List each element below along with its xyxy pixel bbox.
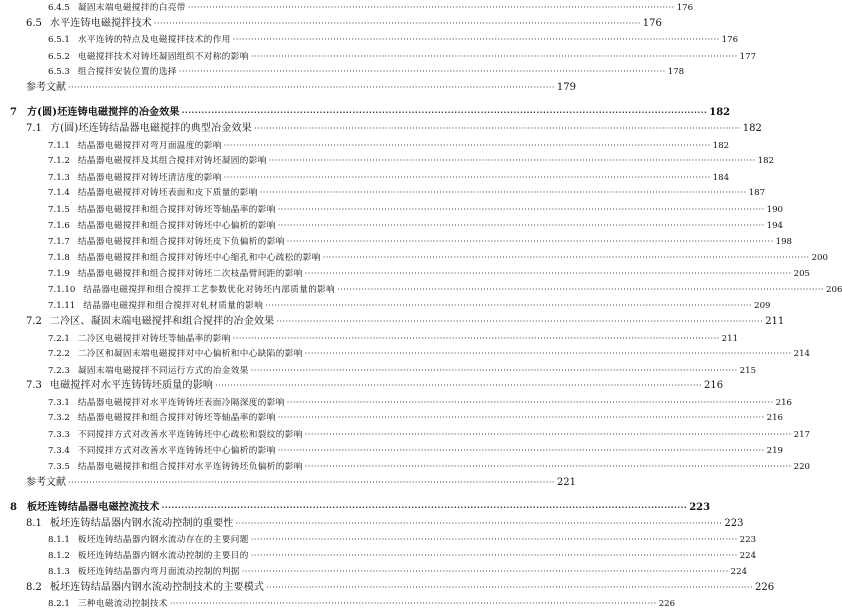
- dot-leader: ································································································································································: [241, 567, 729, 576]
- toc-entry-page-number: 184: [712, 173, 730, 183]
- toc-entry-number: 7.1.11: [48, 301, 76, 311]
- dot-leader: ································································································································································: [268, 156, 756, 165]
- toc-entry-number: 6.5.3: [48, 67, 70, 77]
- toc-entry-number: 8.2: [26, 582, 42, 593]
- toc-entry[interactable]: [0, 219, 784, 233]
- toc-entry-title: 板坯连铸结晶器内钢水流动控制技术的主要模式: [49, 582, 265, 593]
- toc-entry-title: 板坯连铸结晶器内钢水流动控制的重要性: [49, 518, 234, 529]
- dot-leader: ································································································································································: [232, 35, 720, 44]
- toc-entry-number: 7.1.4: [48, 188, 70, 198]
- dot-leader: ································································································································································: [232, 334, 720, 343]
- toc-entry-number: 7.1.7: [48, 237, 70, 247]
- toc-entry-page-number: 224: [730, 567, 748, 577]
- toc-entry[interactable]: [0, 267, 811, 281]
- toc-entry[interactable]: [0, 428, 811, 442]
- toc-entry[interactable]: [0, 315, 785, 328]
- toc-entry[interactable]: [0, 17, 662, 30]
- toc-entry[interactable]: [0, 565, 748, 579]
- toc-entry[interactable]: [0, 65, 685, 79]
- toc-entry-page-number: 223: [724, 518, 744, 529]
- toc-entry[interactable]: [0, 299, 771, 313]
- dot-leader: ································································································································································: [277, 205, 765, 214]
- toc-entry-title: 板坯连铸结晶器电磁控流技术: [26, 502, 160, 513]
- toc-entry-page-number: 223: [739, 535, 757, 545]
- toc-entry[interactable]: [0, 122, 762, 135]
- toc-entry-title: 方(圆)坯连铸电磁搅拌的冶金效果: [26, 107, 180, 118]
- toc-entry[interactable]: [0, 81, 576, 94]
- dot-leader: ································································································································································: [169, 599, 657, 608]
- toc-entry-page-number: 226: [754, 582, 775, 593]
- toc-entry-page-number: 217: [793, 430, 811, 440]
- toc-entry-page-number: 216: [766, 413, 784, 423]
- toc-entry-title: 凝固末端电磁搅拌的白亮带: [77, 3, 186, 13]
- toc-entry-page-number: 211: [721, 334, 739, 344]
- toc-entry[interactable]: [0, 444, 784, 458]
- toc-entry[interactable]: [0, 283, 842, 297]
- toc-entry-title: 结晶器电磁搅拌和组合搅拌对铸坯等轴晶率的影响: [77, 205, 276, 215]
- dot-leader: ································································································································································: [235, 519, 723, 528]
- toc-entry[interactable]: [0, 597, 676, 611]
- toc-entry-number: 6.5.1: [48, 35, 70, 45]
- toc-entry-number: 8.2.1: [48, 599, 70, 609]
- toc-entry-page-number: 182: [712, 141, 730, 151]
- toc-entry[interactable]: [0, 251, 828, 265]
- toc-entry-title: 板坯连铸结晶器内钢水流动控制的主要目的: [77, 551, 249, 561]
- toc-entry-title: 结晶器电磁搅拌和组合搅拌对轧材质量的影响: [83, 301, 264, 311]
- toc-entry-title: 结晶器电磁搅拌及其组合搅拌对铸坯凝固的影响: [77, 156, 267, 166]
- toc-entry-page-number: 182: [742, 123, 762, 134]
- toc-entry-title: 结晶器电磁搅拌和组合搅拌对铸坯二次枝晶臂间距的影响: [77, 269, 303, 279]
- toc-entry-title: 电磁搅拌技术对铸坯凝固组织不对称的影响: [77, 52, 249, 62]
- dot-leader: ································································································································································: [68, 83, 555, 92]
- dot-leader: ································································································································································: [286, 237, 774, 246]
- toc-entry-title: 不同搅拌方式对改善水平连铸铸坯中心偏析的影响: [77, 446, 276, 456]
- toc-entry[interactable]: [0, 203, 784, 217]
- toc-entry-title: 方(圆)坯连铸结晶器电磁搅拌的典型冶金效果: [49, 123, 252, 134]
- toc-entry-title: 组合搅拌安装位置的选择: [77, 67, 177, 77]
- toc-entry-title: 水平连铸的特点及电磁搅拌技术的作用: [77, 35, 231, 45]
- toc-entry[interactable]: [0, 517, 744, 530]
- toc-entry[interactable]: [0, 411, 784, 425]
- toc-entry-number: 8: [10, 502, 17, 513]
- dot-leader: ································································································································································: [277, 221, 765, 230]
- toc-entry-title: 板坯连铸结晶器内钢水流动存在的主要问题: [77, 535, 249, 545]
- toc-entry-title: 结晶器电磁搅拌对铸坯表面和皮下质量的影响: [77, 188, 258, 198]
- toc-entry-number: 7.1.3: [48, 173, 70, 183]
- toc-entry-number: 7.2.2: [48, 349, 70, 359]
- dot-leader: ································································································································································: [253, 124, 741, 133]
- toc-entry[interactable]: [0, 154, 775, 168]
- toc-entry-number: 6.5.2: [48, 52, 70, 62]
- dot-leader: ································································································································································: [153, 19, 641, 28]
- dot-leader: ································································································································································: [304, 462, 792, 471]
- dot-leader: ································································································································································: [250, 52, 738, 61]
- toc-entry-title: 参考文献: [26, 82, 66, 93]
- toc-entry-title: 三种电磁流动控制技术: [77, 599, 168, 609]
- toc-entry-page-number: 206: [826, 285, 842, 295]
- toc-entry-number: 8.1.3: [48, 567, 70, 577]
- toc-entry-page-number: 205: [793, 269, 811, 279]
- dot-leader: ································································································································································: [259, 188, 747, 197]
- dot-leader: ································································································································································: [68, 478, 555, 487]
- toc-entry-page-number: 182: [757, 156, 775, 166]
- toc-entry-number: 7.3.2: [48, 413, 70, 423]
- toc-entry-page-number: 215: [739, 366, 757, 376]
- dot-leader: ································································································································································: [215, 381, 702, 390]
- toc-entry[interactable]: [0, 379, 724, 392]
- dot-leader: ································································································································································: [265, 301, 753, 310]
- toc-entry-page-number: 182: [709, 107, 731, 118]
- toc-entry-page-number: 177: [739, 52, 757, 62]
- toc-entry-number: 7.1.2: [48, 156, 70, 166]
- toc-entry-page-number: 219: [766, 446, 784, 456]
- toc-entry[interactable]: [0, 186, 766, 200]
- toc-entry-title: 结晶器电磁搅拌和组合搅拌对铸坯皮下负偏析的影响: [77, 237, 285, 247]
- toc-entry-number: 7.1: [26, 123, 42, 134]
- dot-leader: ································································································································································: [304, 430, 792, 439]
- dot-leader: ································································································································································: [178, 67, 666, 76]
- toc-entry-number: 7.2.3: [48, 366, 70, 376]
- dot-leader: ································································································································································: [277, 413, 765, 422]
- toc-entry[interactable]: [0, 364, 757, 378]
- toc-entry-title: 电磁搅拌对水平连铸铸坯质量的影响: [49, 380, 214, 391]
- dot-leader: ································································································································································: [187, 3, 675, 12]
- toc-entry-page-number: 216: [775, 398, 793, 408]
- toc-entry-title: 二冷区、凝固末端电磁搅拌和组合搅拌的冶金效果: [49, 316, 275, 327]
- toc-entry-number: 7.1.10: [48, 285, 76, 295]
- dot-leader: ································································································································································: [223, 141, 711, 150]
- toc-entry[interactable]: [0, 139, 730, 153]
- toc-entry[interactable]: [0, 476, 576, 489]
- toc-entry-title: 结晶器电磁搅拌和组合搅拌对铸坯等轴晶率的影响: [77, 413, 276, 423]
- toc-entry[interactable]: [0, 1, 694, 15]
- toc-entry-number: 7.3: [26, 380, 42, 391]
- dot-leader: ································································································································································: [276, 317, 764, 326]
- toc-entry-number: 7.1.8: [48, 253, 70, 263]
- toc-entry[interactable]: [0, 171, 730, 185]
- toc-entry-page-number: 216: [703, 380, 724, 391]
- dot-leader: ································································································································································: [161, 502, 688, 512]
- toc-entry-title: 结晶器电磁搅拌对水平连铸铸坯表面冷隔深度的影响: [77, 398, 285, 408]
- dot-leader: ································································································································································: [250, 366, 738, 375]
- toc-entry-page-number: 190: [766, 205, 784, 215]
- toc-entry-title: 不同搅拌方式对改善水平连铸铸坯中心疏松和裂纹的影响: [77, 430, 303, 440]
- toc-entry-page-number: 187: [748, 188, 766, 198]
- toc-entry-title: 二冷区和凝固末端电磁搅拌对中心偏析和中心缺陷的影响: [77, 349, 303, 359]
- toc-entry-number: 7: [10, 107, 17, 118]
- toc-entry-page-number: 223: [689, 502, 711, 513]
- toc-entry-title: 凝固末端电磁搅拌不同运行方式的冶金效果: [77, 366, 249, 376]
- toc-entry[interactable]: [0, 50, 757, 64]
- toc-entry-number: 7.1.9: [48, 269, 70, 279]
- toc-entry-number: 7.1.1: [48, 141, 70, 151]
- toc-entry-number: 7.3.3: [48, 430, 70, 440]
- toc-entry-title: 二冷区电磁搅拌对铸坯等轴晶率的影响: [77, 334, 231, 344]
- toc-entry-page-number: 179: [556, 82, 576, 93]
- toc-entry-number: 6.4.5: [48, 3, 70, 13]
- toc-entry-number: 8.1: [26, 518, 42, 529]
- toc-entry-number: 7.2: [26, 316, 42, 327]
- toc-entry-title: 结晶器电磁搅拌对弯月面温度的影响: [77, 141, 222, 151]
- toc-entry-page-number: 224: [739, 551, 757, 561]
- toc-entry-title: 板坯连铸结晶器内弯月面流动控制的判据: [77, 567, 240, 577]
- toc-entry-number: 7.1.5: [48, 205, 70, 215]
- toc-entry-page-number: 209: [754, 301, 771, 311]
- dot-leader: ································································································································································: [286, 398, 774, 407]
- toc-entry-title: 结晶器电磁搅拌和组合搅拌对铸坯中心缩孔和中心疏松的影响: [77, 253, 321, 263]
- dot-leader: ································································································································································: [266, 583, 753, 592]
- dot-leader: ································································································································································: [277, 446, 765, 455]
- dot-leader: ································································································································································: [223, 173, 711, 182]
- toc-entry-page-number: 178: [667, 67, 685, 77]
- toc-entry-number: 7.3.4: [48, 446, 70, 456]
- toc-entry[interactable]: [0, 581, 775, 594]
- toc-entry[interactable]: [0, 347, 811, 361]
- toc-entry-page-number: 176: [642, 18, 662, 29]
- toc-entry[interactable]: [0, 396, 793, 410]
- toc-entry[interactable]: [0, 33, 739, 47]
- toc-entry-title: 结晶器电磁搅拌对铸坯清洁度的影响: [77, 173, 222, 183]
- toc-entry-page-number: 221: [556, 477, 576, 488]
- toc-entry-page-number: 214: [793, 349, 811, 359]
- dot-leader: ································································································································································: [304, 269, 792, 278]
- dot-leader: ································································································································································: [304, 349, 792, 358]
- dot-leader: ································································································································································: [322, 253, 810, 262]
- toc-entry-number: 8.1.1: [48, 535, 70, 545]
- toc-entry-page-number: 220: [793, 462, 811, 472]
- toc-entry-title: 结晶器电磁搅拌和组合搅拌对水平连铸铸坯负偏析的影响: [77, 462, 303, 472]
- toc-entry-page-number: 176: [721, 35, 739, 45]
- toc-entry[interactable]: [0, 106, 731, 119]
- dot-leader: ································································································································································: [337, 285, 825, 294]
- toc-entry-number: 7.2.1: [48, 334, 70, 344]
- dot-leader: ································································································································································: [250, 535, 738, 544]
- dot-leader: ································································································································································: [181, 107, 708, 117]
- toc-entry-number: 6.5: [26, 18, 42, 29]
- toc-entry[interactable]: [0, 549, 757, 563]
- toc-entry-title: 参考文献: [26, 477, 66, 488]
- toc-entry[interactable]: [0, 235, 793, 249]
- toc-entry-page-number: 211: [765, 316, 785, 327]
- toc-entry-number: 7.1.6: [48, 221, 70, 231]
- dot-leader: ································································································································································: [250, 551, 738, 560]
- toc-entry-page-number: 194: [766, 221, 784, 231]
- toc-entry-number: 7.3.1: [48, 398, 70, 408]
- toc-entry-title: 水平连铸电磁搅拌技术: [49, 18, 152, 29]
- toc-entry-page-number: 198: [775, 237, 793, 247]
- toc-entry-page-number: 176: [676, 3, 694, 13]
- toc-entry-title: 结晶器电磁搅拌和组合搅拌对铸坯中心偏析的影响: [77, 221, 276, 231]
- toc-entry-number: 7.3.5: [48, 462, 70, 472]
- toc-entry-page-number: 226: [658, 599, 676, 609]
- toc-entry[interactable]: [0, 533, 757, 547]
- toc-entry-page-number: 200: [811, 253, 828, 263]
- toc-entry[interactable]: [0, 332, 739, 346]
- toc-entry[interactable]: [0, 501, 711, 514]
- toc-entry-title: 结晶器电磁搅拌和组合搅拌工艺参数优化对铸坯内部质量的影响: [83, 285, 336, 295]
- toc-entry-number: 8.1.2: [48, 551, 70, 561]
- toc-entry[interactable]: [0, 460, 811, 474]
